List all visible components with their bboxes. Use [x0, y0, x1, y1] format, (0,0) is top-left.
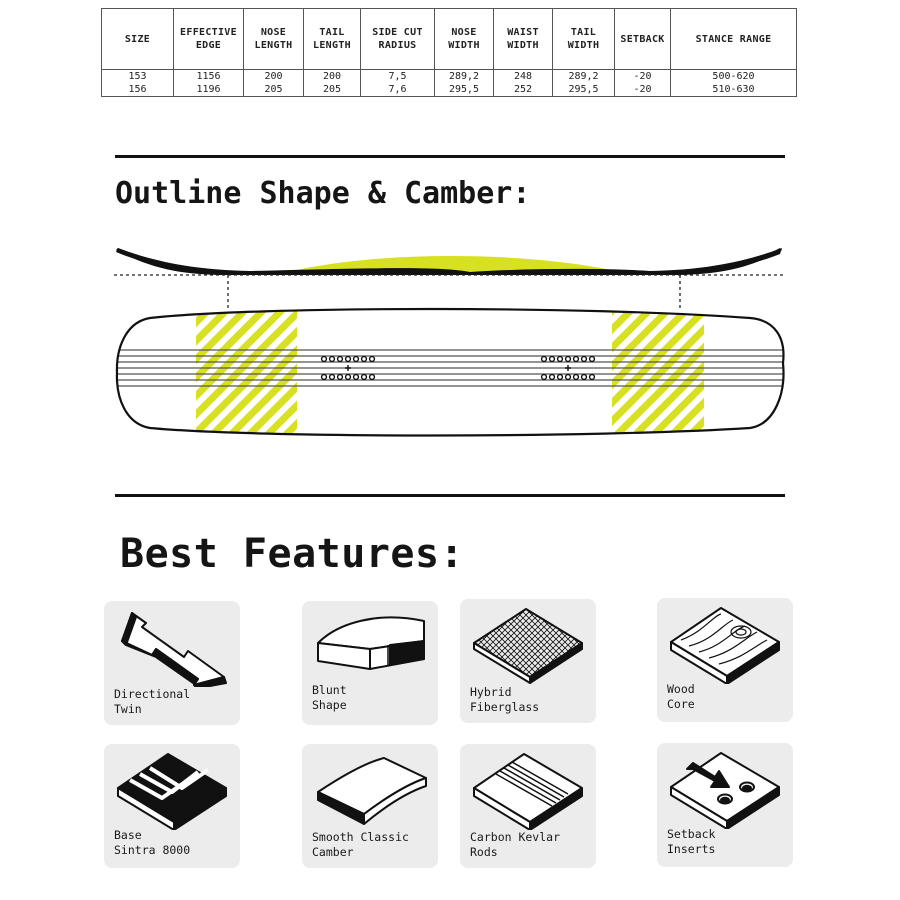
feature-card-camber	[302, 744, 438, 868]
feature-label: Setback Inserts	[667, 827, 716, 856]
feature-label: Hybrid Fiberglass	[470, 685, 540, 714]
table-cell: 1156	[174, 70, 244, 84]
base-sintra-icon	[110, 748, 234, 830]
table-cell: 7,6	[361, 83, 435, 97]
table-cell: 205	[244, 83, 304, 97]
directional-twin-icon	[110, 605, 234, 687]
spec-table	[101, 8, 797, 97]
feature-card-hybrid-fiberglass	[460, 599, 596, 723]
table-cell: -20	[615, 83, 671, 97]
header-nose-length: NOSE LENGTH	[244, 9, 304, 70]
header-setback: SETBACK	[615, 9, 671, 70]
header-stance-range: STANCE RANGE	[671, 9, 797, 70]
feature-label: Smooth Classic Camber	[312, 830, 409, 859]
header-effective-edge: EFFECTIVE EDGE	[174, 9, 244, 70]
feature-label: Wood Core	[667, 682, 695, 711]
section-divider	[115, 155, 785, 158]
table-cell: 295,5	[435, 83, 494, 97]
table-cell: 1196	[174, 83, 244, 97]
header-tail-width: TAIL WIDTH	[553, 9, 615, 70]
camber-icon	[308, 748, 432, 830]
table-cell: 289,2	[553, 70, 615, 84]
wood-core-icon	[663, 602, 787, 684]
table-cell: 153	[102, 70, 174, 84]
spec-table-header-row	[102, 9, 797, 70]
camber-profile	[114, 248, 786, 308]
section-divider	[115, 494, 785, 497]
blunt-shape-icon	[308, 605, 432, 687]
table-row	[102, 83, 797, 97]
carbon-kevlar-rods-icon	[466, 748, 590, 830]
feature-label: Directional Twin	[114, 687, 191, 716]
header-waist-width: WAIST WIDTH	[494, 9, 553, 70]
table-cell: -20	[615, 70, 671, 84]
feature-label: Blunt Shape	[312, 683, 347, 712]
table-cell: 205	[304, 83, 361, 97]
feature-card-setback-inserts	[657, 743, 793, 867]
table-cell: 156	[102, 83, 174, 97]
feature-label: Carbon Kevlar Rods	[470, 830, 561, 859]
table-cell: 289,2	[435, 70, 494, 84]
table-cell: 200	[244, 70, 304, 84]
setback-inserts-icon	[663, 747, 787, 829]
feature-card-base-sintra	[104, 744, 240, 868]
feature-card-directional-twin	[104, 601, 240, 725]
board-outline-camber-illustration	[110, 238, 790, 438]
feature-card-wood-core	[657, 598, 793, 722]
board-top-view	[110, 298, 790, 438]
hybrid-fiberglass-icon	[466, 603, 590, 685]
table-cell: 7,5	[361, 70, 435, 84]
feature-card-blunt-shape	[302, 601, 438, 725]
header-nose-width: NOSE WIDTH	[435, 9, 494, 70]
header-size: SIZE	[102, 9, 174, 70]
features-section-title: Best Features:	[120, 531, 465, 577]
feature-label: Base Sintra 8000	[114, 828, 191, 857]
header-tail-length: TAIL LENGTH	[304, 9, 361, 70]
outline-section-title: Outline Shape & Camber:	[115, 176, 531, 211]
feature-card-carbon-kevlar-rods	[460, 744, 596, 868]
header-side-cut-radius: SIDE CUT RADIUS	[361, 9, 435, 70]
table-row	[102, 70, 797, 84]
table-cell: 500-620	[671, 70, 797, 84]
table-cell: 248	[494, 70, 553, 84]
table-cell: 510-630	[671, 83, 797, 97]
table-cell: 295,5	[553, 83, 615, 97]
table-cell: 252	[494, 83, 553, 97]
table-cell: 200	[304, 70, 361, 84]
